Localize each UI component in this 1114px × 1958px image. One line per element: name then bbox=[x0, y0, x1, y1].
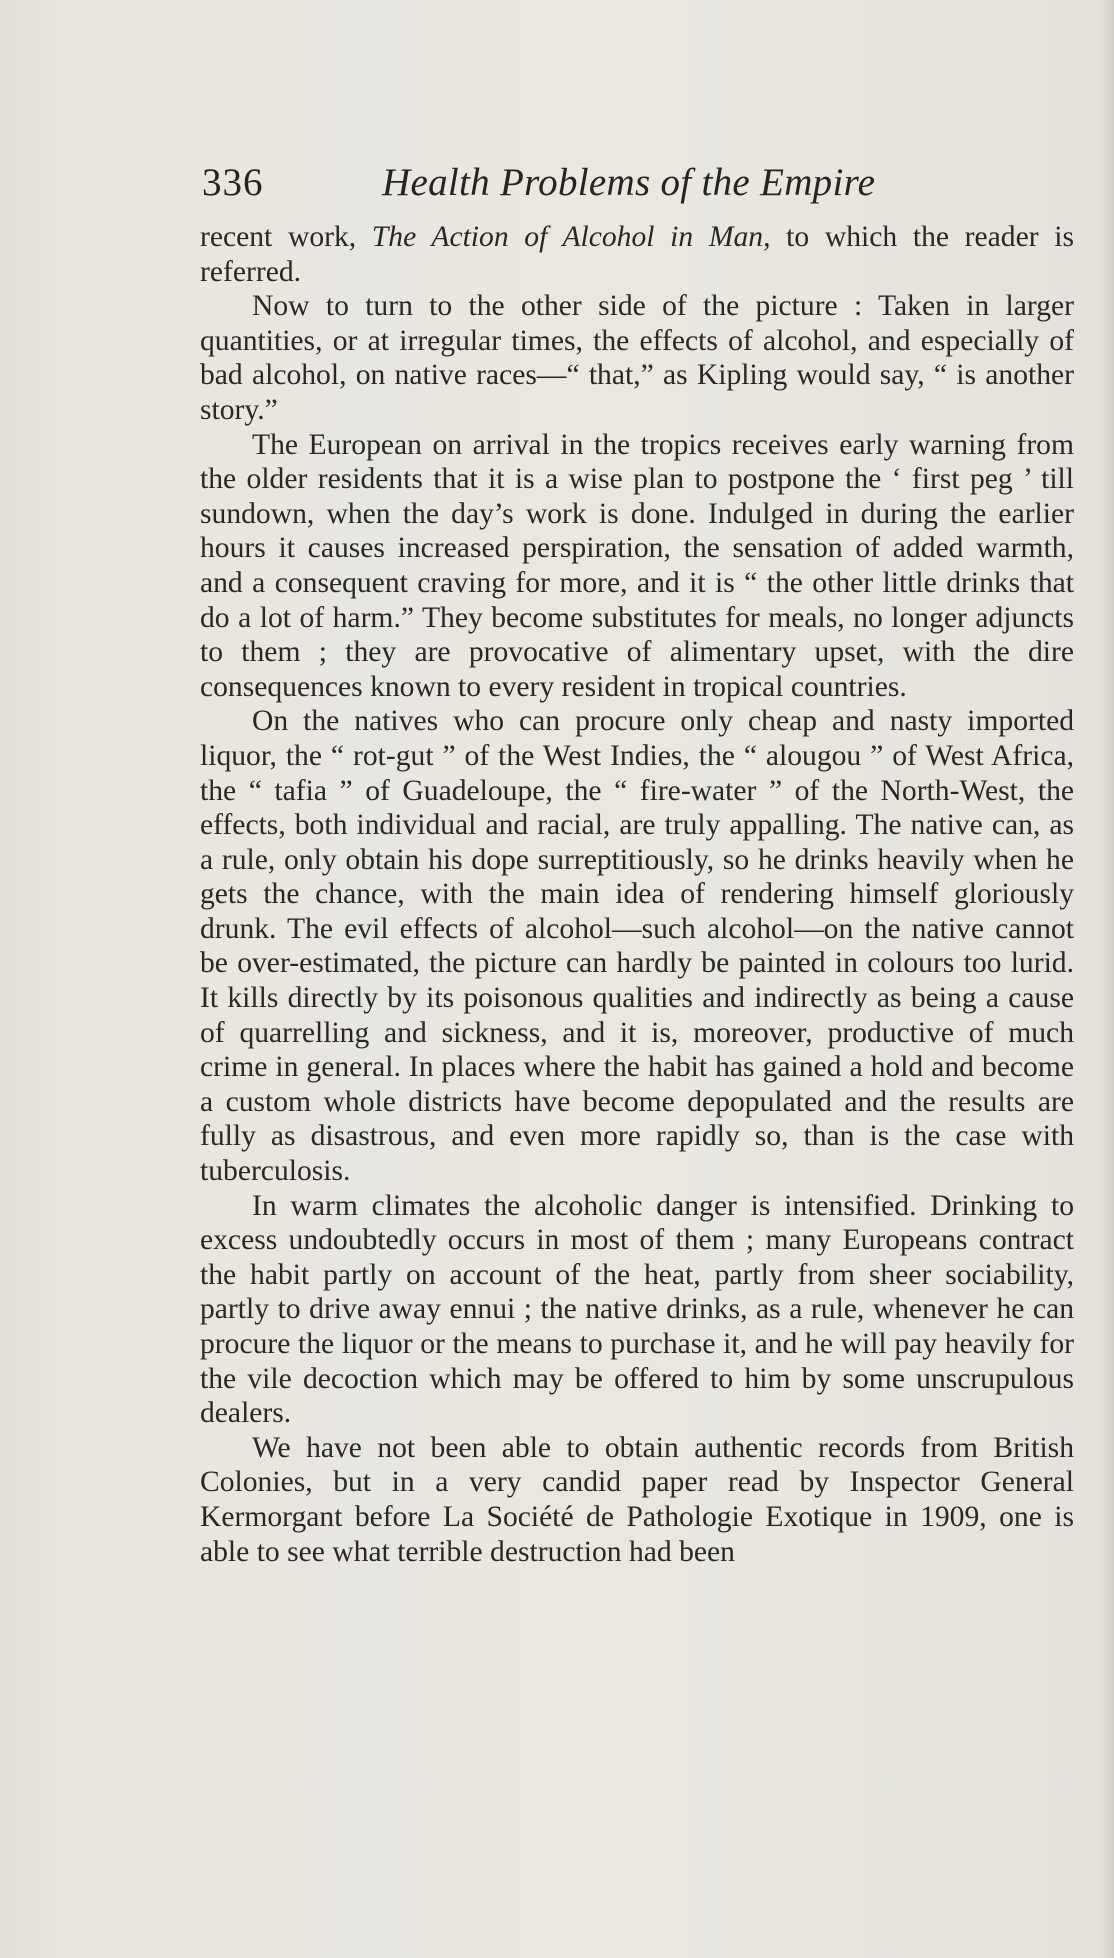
paragraph: Now to turn to the other side of the picture : Taken in larger quantities, or at irregular times, the effects of alcohol, and especially of bad alcohol, on native races—“ that,” as Kipling would say, “ is another story.” bbox=[200, 290, 1074, 426]
paragraph-continued bbox=[200, 220, 1074, 289]
paragraph: In warm climates the alcoholic danger is intensified. Drinking to excess undoubtedly occurs in most of them ; many Europeans contract the habit partly on account of the heat, partly from sheer sociability, partly to drive away ennui ; the native drinks, as a rule, whenever he can procure the liquor or the means to purchase it, and he will pay heavily for the vile decoction which may be offered to him by some unscrupulous dealers. bbox=[200, 1189, 1074, 1430]
paragraph: On the natives who can procure only cheap and nasty imported liquor, the “ rot-gut ” of the West Indies, the “ alougou ” of West Africa, the “ tafia ” of Guadeloupe, the “ fire-water ” of the North-West, the effects, both individual and racial, are truly appalling. The native can, as a rule, only obtain his dope surreptitiously, so he drinks heavily when he gets the chance, with the main idea of rendering himself gloriously drunk. The evil effects of alcohol—such alcohol—on the native cannot be over-estimated, the picture can hardly be painted in colours too lurid. It kills directly by its poisonous qualities and indirectly as being a cause of quarrelling and sickness, and it is, moreover, productive of much crime in general. In places where the habit has gained a hold and become a custom whole districts have become depopulated and the results are fully as disastrous, and even more rapidly so, than is the case with tuberculosis. bbox=[200, 705, 1074, 1188]
paragraph-text-before-title: recent work, bbox=[200, 221, 372, 253]
body-text bbox=[200, 220, 1074, 1569]
paragraph-text-after-title: to which the reader is referred. bbox=[200, 221, 1074, 288]
running-title: Health Problems of the Empire bbox=[382, 161, 876, 204]
paragraph: The European on arrival in the tropics receives early warning from the older residents that it is a wise plan to postpone the ‘ first peg ’ till sundown, when the day’s work is done. Indulged in during the earlier hours it causes increased perspiration, the sensation of added warmth, and a consequent craving for more, and it is “ the other little drinks that do a lot of harm.” They become substitutes for meals, no longer adjuncts to them ; they are provocative of alimentary upset, with the dire consequences known to every resident in tropical countries. bbox=[200, 428, 1074, 703]
page-edge bbox=[1100, 0, 1114, 1958]
book-title-italic: The Action of Alcohol in Man, bbox=[371, 221, 771, 253]
page-number: 336 bbox=[202, 161, 264, 204]
paragraph: We have not been able to obtain authentic records from British Colonies, but in a very candid paper read by Inspector General Kermorgant before La Société de Pathologie Exotique in 1909, one is able to see what terrible destruction had been bbox=[200, 1431, 1074, 1568]
running-header bbox=[202, 154, 1082, 210]
